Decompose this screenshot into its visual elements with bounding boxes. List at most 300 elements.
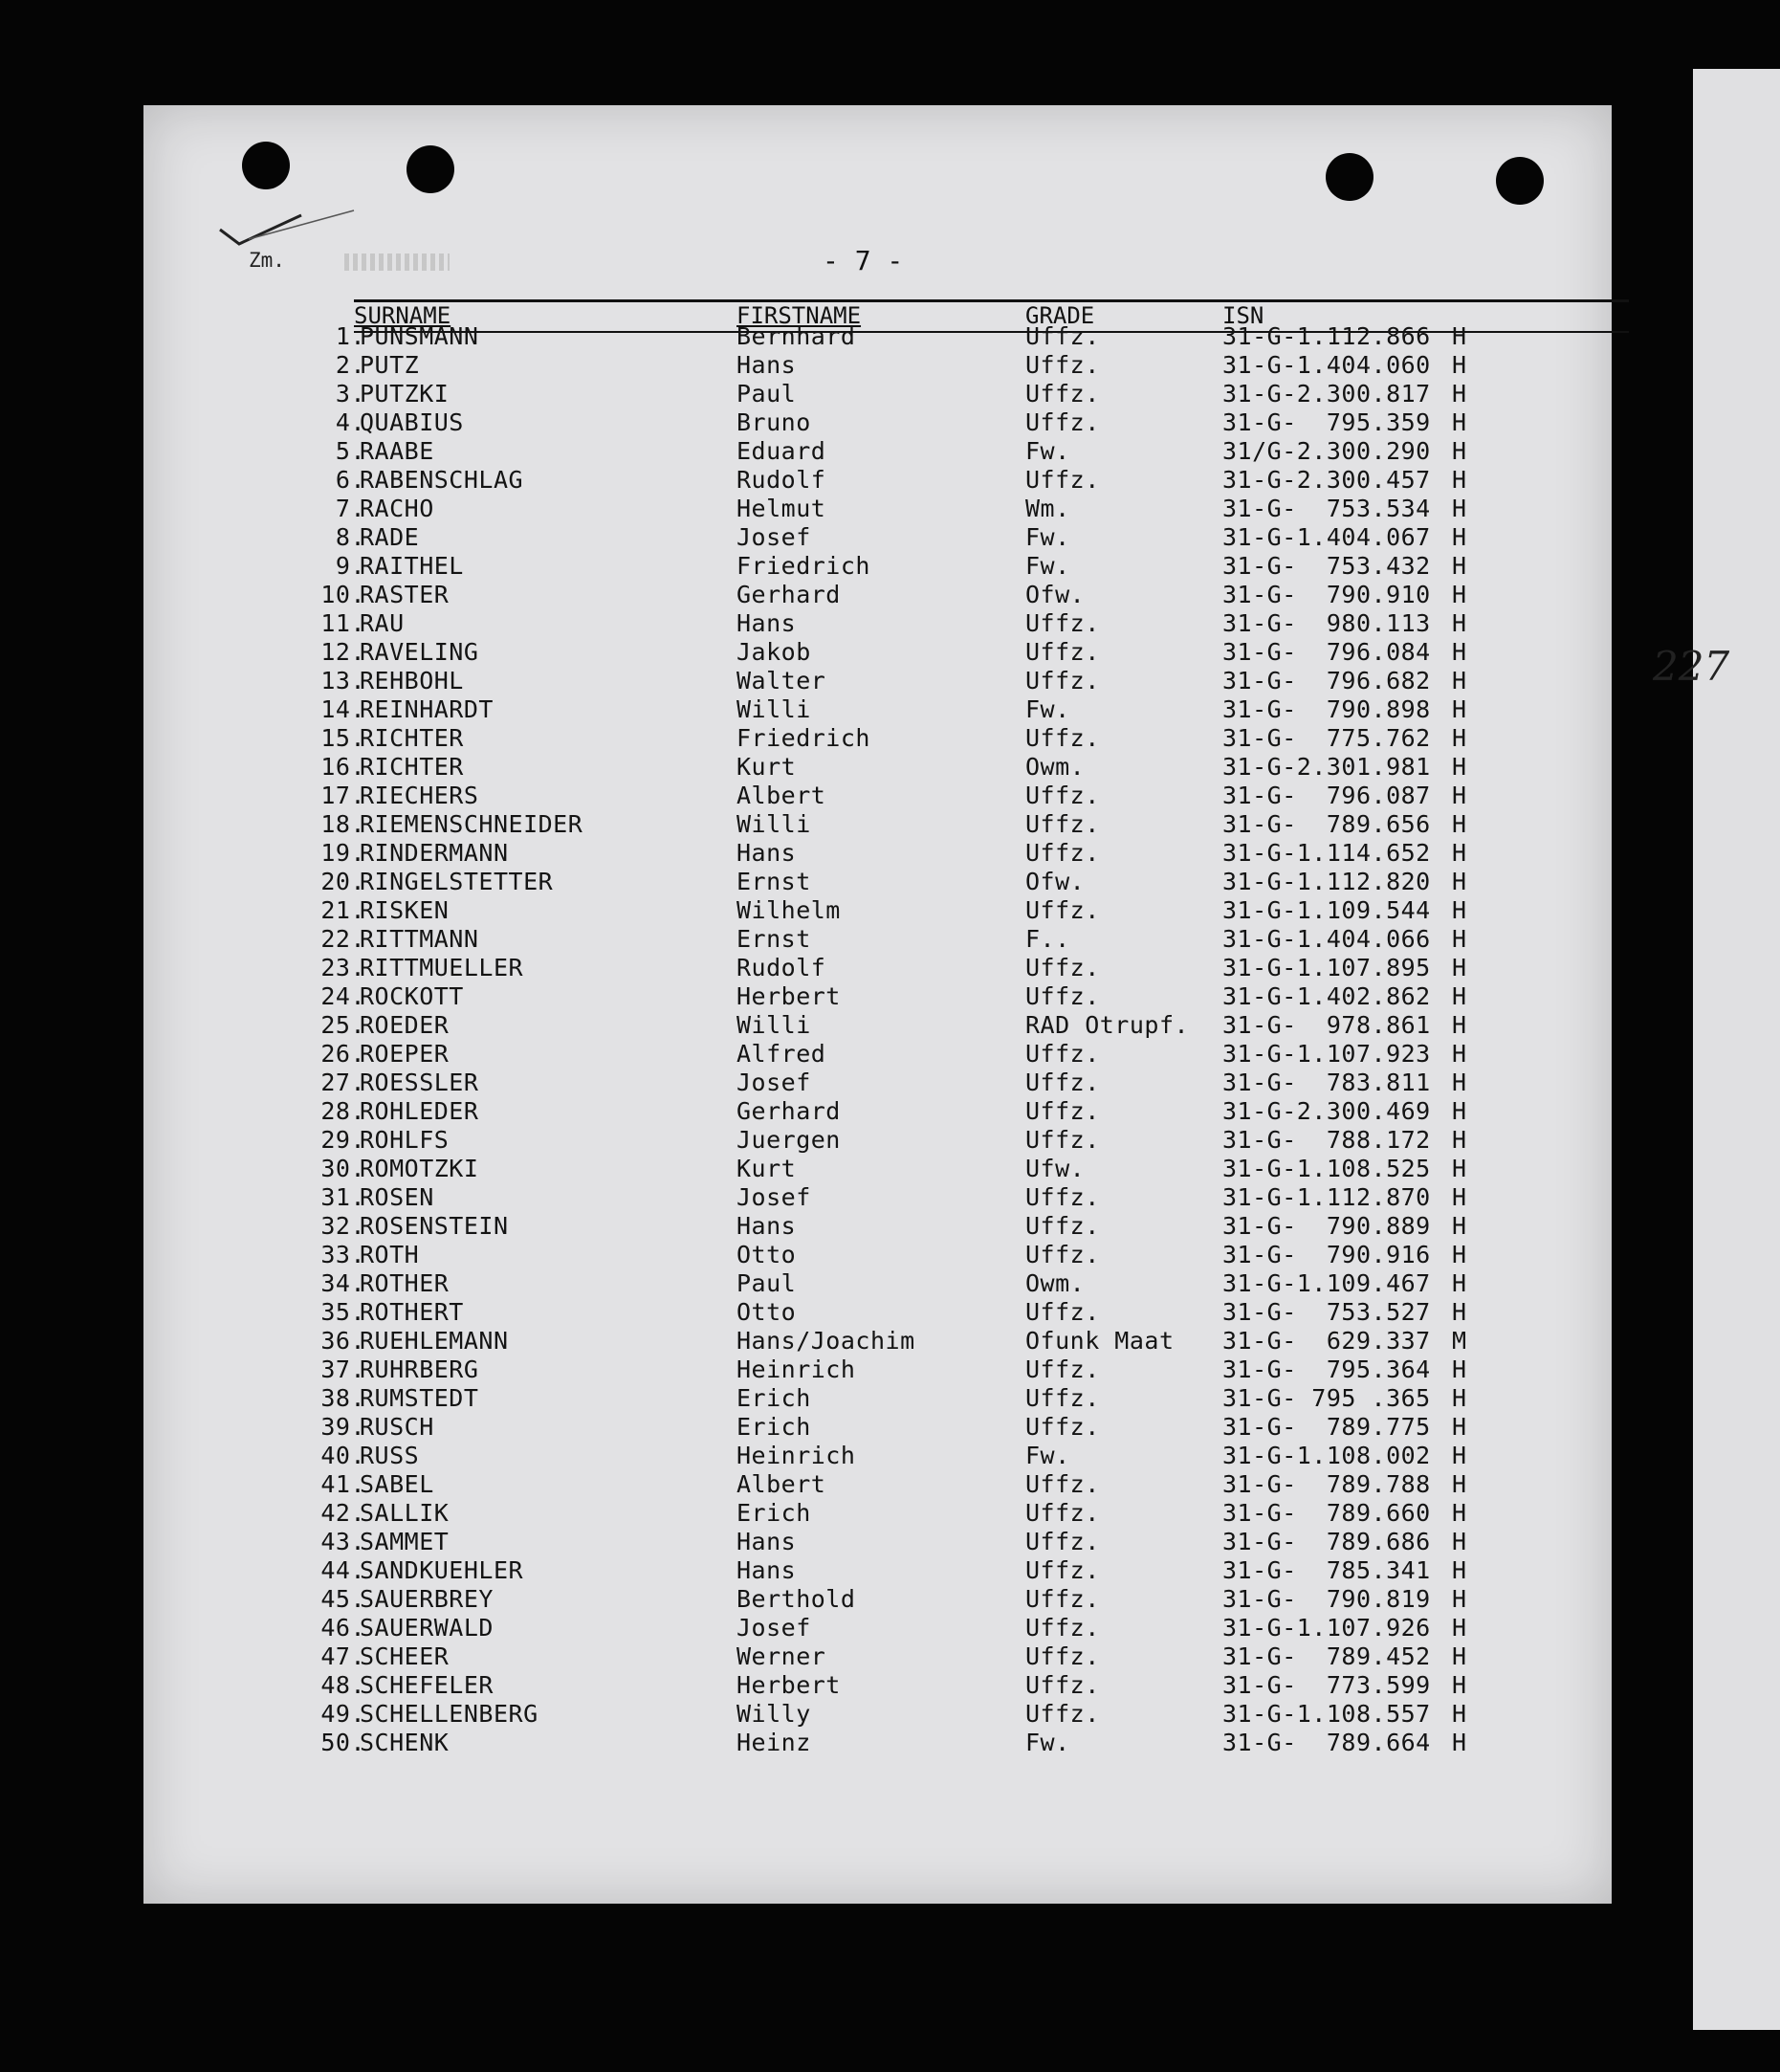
grade-cell: Uffz. xyxy=(1025,609,1100,637)
adjacent-page-edge xyxy=(1693,69,1780,2030)
table-row xyxy=(143,322,1612,351)
isn-cell: 31-G- 789.775 xyxy=(1222,1413,1431,1441)
surname-cell: SCHEER xyxy=(360,1642,450,1670)
surname-cell: RADE xyxy=(360,523,420,551)
surname-cell: RUEHLEMANN xyxy=(360,1327,509,1355)
class-cell: H xyxy=(1452,782,1467,809)
grade-cell: Uffz. xyxy=(1025,1528,1100,1555)
grade-cell: Fw. xyxy=(1025,1442,1070,1469)
surname-cell: RAITHEL xyxy=(360,552,464,580)
table-row xyxy=(143,1700,1612,1729)
isn-cell: 31-G- 795 .365 xyxy=(1222,1384,1431,1412)
class-cell: H xyxy=(1452,581,1467,608)
grade-cell: Ofunk Maat xyxy=(1025,1327,1175,1355)
firstname-cell: Josef xyxy=(736,523,811,551)
row-number: 3. xyxy=(335,380,365,408)
row-number: 27. xyxy=(320,1069,365,1096)
table-row xyxy=(143,523,1612,552)
surname-cell: RAVELING xyxy=(360,638,479,666)
row-number: 5. xyxy=(335,437,365,465)
firstname-cell: Eduard xyxy=(736,437,826,465)
table-row xyxy=(143,1585,1612,1614)
isn-cell: 31-G- 789.686 xyxy=(1222,1528,1431,1555)
class-cell: H xyxy=(1452,1269,1467,1297)
surname-cell: RINDERMANN xyxy=(360,839,509,867)
surname-cell: REHBOHL xyxy=(360,667,464,694)
row-number: 41. xyxy=(320,1470,365,1498)
row-number: 1. xyxy=(335,322,365,350)
column-header-grade: GRADE xyxy=(1025,302,1095,329)
firstname-cell: Bernhard xyxy=(736,322,856,350)
surname-cell: ROESSLER xyxy=(360,1069,479,1096)
table-row xyxy=(143,1671,1612,1700)
class-cell: H xyxy=(1452,1241,1467,1268)
table-row xyxy=(143,1069,1612,1097)
class-cell: H xyxy=(1452,609,1467,637)
firstname-cell: Wilhelm xyxy=(736,896,841,924)
row-number: 39. xyxy=(320,1413,365,1441)
grade-cell: Uffz. xyxy=(1025,1298,1100,1326)
surname-cell: RUHRBERG xyxy=(360,1356,479,1383)
row-number: 12. xyxy=(320,638,365,666)
surname-cell: RAABE xyxy=(360,437,434,465)
firstname-cell: Rudolf xyxy=(736,466,826,494)
grade-cell: Uffz. xyxy=(1025,1097,1100,1125)
firstname-cell: Werner xyxy=(736,1642,826,1670)
class-cell: H xyxy=(1452,351,1467,379)
row-number: 45. xyxy=(320,1585,365,1613)
grade-cell: Uffz. xyxy=(1025,322,1100,350)
firstname-cell: Heinrich xyxy=(736,1356,856,1383)
row-number: 23. xyxy=(320,954,365,981)
grade-cell: Uffz. xyxy=(1025,380,1100,408)
document-page xyxy=(143,105,1730,1904)
isn-cell: 31-G- 790.898 xyxy=(1222,695,1431,723)
table-row xyxy=(143,954,1612,982)
class-cell: H xyxy=(1452,1384,1467,1412)
table-row xyxy=(143,810,1612,839)
surname-cell: PUTZ xyxy=(360,351,420,379)
firstname-cell: Ernst xyxy=(736,868,811,895)
row-number: 42. xyxy=(320,1499,365,1527)
firstname-cell: Juergen xyxy=(736,1126,841,1154)
isn-cell: 31-G-2.301.981 xyxy=(1222,753,1431,781)
table-row xyxy=(143,839,1612,868)
row-number: 32. xyxy=(320,1212,365,1240)
isn-cell: 31-G-1.404.067 xyxy=(1222,523,1431,551)
table-row xyxy=(143,1356,1612,1384)
grade-cell: Uffz. xyxy=(1025,810,1100,838)
firstname-cell: Friedrich xyxy=(736,724,870,752)
firstname-cell: Friedrich xyxy=(736,552,870,580)
table-row xyxy=(143,1470,1612,1499)
class-cell: H xyxy=(1452,1442,1467,1469)
row-number: 4. xyxy=(335,408,365,436)
surname-cell: REINHARDT xyxy=(360,695,494,723)
table-row xyxy=(143,1269,1612,1298)
isn-cell: 31-G-1.107.923 xyxy=(1222,1040,1431,1068)
grade-cell: Uffz. xyxy=(1025,982,1100,1010)
class-cell: H xyxy=(1452,1183,1467,1211)
firstname-cell: Jakob xyxy=(736,638,811,666)
grade-cell: Owm. xyxy=(1025,753,1086,781)
table-row xyxy=(143,1097,1612,1126)
table-row xyxy=(143,1183,1612,1212)
class-cell: H xyxy=(1452,1585,1467,1613)
class-cell: H xyxy=(1452,1212,1467,1240)
firstname-cell: Kurt xyxy=(736,753,797,781)
class-cell: H xyxy=(1452,1356,1467,1383)
row-number: 20. xyxy=(320,868,365,895)
isn-cell: 31/G-2.300.290 xyxy=(1222,437,1431,465)
firstname-cell: Ernst xyxy=(736,925,811,953)
table-row xyxy=(143,638,1612,667)
class-cell: H xyxy=(1452,896,1467,924)
isn-cell: 31-G-1.109.544 xyxy=(1222,896,1431,924)
class-cell: H xyxy=(1452,1729,1467,1756)
row-number: 19. xyxy=(320,839,365,867)
surname-cell: ROMOTZKI xyxy=(360,1155,479,1182)
surname-cell: PUNSMANN xyxy=(360,322,479,350)
isn-cell: 31-G-1.404.060 xyxy=(1222,351,1431,379)
grade-cell: F.. xyxy=(1025,925,1070,953)
isn-cell: 31-G-1.108.002 xyxy=(1222,1442,1431,1469)
firstname-cell: Otto xyxy=(736,1241,797,1268)
surname-cell: RIECHERS xyxy=(360,782,479,809)
row-number: 30. xyxy=(320,1155,365,1182)
class-cell: H xyxy=(1452,1155,1467,1182)
surname-cell: RAU xyxy=(360,609,405,637)
firstname-cell: Otto xyxy=(736,1298,797,1326)
class-cell: H xyxy=(1452,437,1467,465)
table-row xyxy=(143,495,1612,523)
isn-cell: 31-G- 796.084 xyxy=(1222,638,1431,666)
isn-cell: 31-G-1.109.467 xyxy=(1222,1269,1431,1297)
class-cell: H xyxy=(1452,667,1467,694)
isn-cell: 31-G- 789.664 xyxy=(1222,1729,1431,1756)
class-cell: H xyxy=(1452,695,1467,723)
table-row xyxy=(143,925,1612,954)
page-number: - 7 - xyxy=(823,245,904,276)
firstname-cell: Willi xyxy=(736,810,811,838)
table-row xyxy=(143,466,1612,495)
row-number: 15. xyxy=(320,724,365,752)
grade-cell: Uffz. xyxy=(1025,782,1100,809)
surname-cell: SCHENK xyxy=(360,1729,450,1756)
class-cell: H xyxy=(1452,1470,1467,1498)
surname-cell: RITTMUELLER xyxy=(360,954,524,981)
surname-cell: SCHELLENBERG xyxy=(360,1700,538,1728)
class-cell: M xyxy=(1452,1327,1467,1355)
row-number: 47. xyxy=(320,1642,365,1670)
class-cell: H xyxy=(1452,1528,1467,1555)
table-row xyxy=(143,1556,1612,1585)
row-number: 18. xyxy=(320,810,365,838)
table-row xyxy=(143,1327,1612,1356)
firstname-cell: Walter xyxy=(736,667,826,694)
class-cell: H xyxy=(1452,1642,1467,1670)
firstname-cell: Willi xyxy=(736,1011,811,1039)
surname-cell: RICHTER xyxy=(360,753,464,781)
row-number: 13. xyxy=(320,667,365,694)
grade-cell: Fw. xyxy=(1025,552,1070,580)
row-number: 37. xyxy=(320,1356,365,1383)
class-cell: H xyxy=(1452,1097,1467,1125)
surname-cell: RINGELSTETTER xyxy=(360,868,554,895)
row-number: 50. xyxy=(320,1729,365,1756)
header-rule-top xyxy=(354,299,1629,302)
table-row xyxy=(143,1642,1612,1671)
class-cell: H xyxy=(1452,1700,1467,1728)
table-row xyxy=(143,667,1612,695)
grade-cell: Uffz. xyxy=(1025,1470,1100,1498)
row-number: 10. xyxy=(320,581,365,608)
isn-cell: 31-G-1.112.866 xyxy=(1222,322,1431,350)
firstname-cell: Bruno xyxy=(736,408,811,436)
table-row xyxy=(143,1729,1612,1757)
row-number: 26. xyxy=(320,1040,365,1068)
isn-cell: 31-G-2.300.457 xyxy=(1222,466,1431,494)
firstname-cell: Willy xyxy=(736,1700,811,1728)
firstname-cell: Hans/Joachim xyxy=(736,1327,915,1355)
firstname-cell: Hans xyxy=(736,351,797,379)
grade-cell: Uffz. xyxy=(1025,839,1100,867)
table-row xyxy=(143,1241,1612,1269)
surname-cell: ROTH xyxy=(360,1241,420,1268)
row-number: 7. xyxy=(335,495,365,522)
class-cell: H xyxy=(1452,1556,1467,1584)
grade-cell: Uffz. xyxy=(1025,1356,1100,1383)
grade-cell: Uffz. xyxy=(1025,724,1100,752)
grade-cell: Uffz. xyxy=(1025,1614,1100,1642)
grade-cell: Uffz. xyxy=(1025,1384,1100,1412)
table-row xyxy=(143,724,1612,753)
surname-cell: ROHLFS xyxy=(360,1126,450,1154)
class-cell: H xyxy=(1452,552,1467,580)
grade-cell: Uffz. xyxy=(1025,1499,1100,1527)
surname-cell: SALLIK xyxy=(360,1499,450,1527)
firstname-cell: Heinrich xyxy=(736,1442,856,1469)
class-cell: H xyxy=(1452,839,1467,867)
class-cell: H xyxy=(1452,753,1467,781)
table-row xyxy=(143,868,1612,896)
isn-cell: 31-G- 978.861 xyxy=(1222,1011,1431,1039)
table-row xyxy=(143,1155,1612,1183)
class-cell: H xyxy=(1452,1298,1467,1326)
table-row xyxy=(143,1499,1612,1528)
surname-cell: SCHEFELER xyxy=(360,1671,494,1699)
isn-cell: 31-G-1.402.862 xyxy=(1222,982,1431,1010)
table-row xyxy=(143,609,1612,638)
row-number: 21. xyxy=(320,896,365,924)
table-row xyxy=(143,1126,1612,1155)
table-row xyxy=(143,896,1612,925)
row-number: 29. xyxy=(320,1126,365,1154)
table-row xyxy=(143,380,1612,408)
surname-cell: ROSEN xyxy=(360,1183,434,1211)
surname-cell: RUMSTEDT xyxy=(360,1384,479,1412)
smudge xyxy=(344,253,450,271)
row-number: 35. xyxy=(320,1298,365,1326)
isn-cell: 31-G- 789.788 xyxy=(1222,1470,1431,1498)
grade-cell: Uffz. xyxy=(1025,667,1100,694)
row-number: 14. xyxy=(320,695,365,723)
row-number: 33. xyxy=(320,1241,365,1268)
table-row xyxy=(143,1212,1612,1241)
isn-cell: 31-G- 629.337 xyxy=(1222,1327,1431,1355)
isn-cell: 31-G-1.108.557 xyxy=(1222,1700,1431,1728)
surname-cell: ROCKOTT xyxy=(360,982,464,1010)
firstname-cell: Hans xyxy=(736,1212,797,1240)
table-row xyxy=(143,552,1612,581)
table-row xyxy=(143,1298,1612,1327)
grade-cell: Owm. xyxy=(1025,1269,1086,1297)
table-row xyxy=(143,695,1612,724)
punch-hole xyxy=(1326,153,1373,201)
surname-cell: SAMMET xyxy=(360,1528,450,1555)
isn-cell: 31-G- 796.087 xyxy=(1222,782,1431,809)
column-header-surname: SURNAME xyxy=(354,302,451,329)
table-row xyxy=(143,581,1612,609)
isn-cell: 31-G-1.107.926 xyxy=(1222,1614,1431,1642)
firstname-cell: Hans xyxy=(736,609,797,637)
isn-cell: 31-G- 753.432 xyxy=(1222,552,1431,580)
isn-cell: 31-G- 980.113 xyxy=(1222,609,1431,637)
surname-cell: ROEPER xyxy=(360,1040,450,1068)
isn-cell: 31-G-2.300.469 xyxy=(1222,1097,1431,1125)
grade-cell: Uffz. xyxy=(1025,1069,1100,1096)
class-cell: H xyxy=(1452,1671,1467,1699)
isn-cell: 31-G- 783.811 xyxy=(1222,1069,1431,1096)
surname-cell: RITTMANN xyxy=(360,925,479,953)
firstname-cell: Josef xyxy=(736,1614,811,1642)
class-cell: H xyxy=(1452,925,1467,953)
surname-cell: ROTHER xyxy=(360,1269,450,1297)
grade-cell: Wm. xyxy=(1025,495,1070,522)
isn-cell: 31-G- 790.916 xyxy=(1222,1241,1431,1268)
column-header-firstname: FIRSTNAME xyxy=(736,302,862,329)
surname-cell: ROSENSTEIN xyxy=(360,1212,509,1240)
grade-cell: Ufw. xyxy=(1025,1155,1086,1182)
row-number: 40. xyxy=(320,1442,365,1469)
firstname-cell: Paul xyxy=(736,380,797,408)
table-row xyxy=(143,982,1612,1011)
row-number: 43. xyxy=(320,1528,365,1555)
firstname-cell: Berthold xyxy=(736,1585,856,1613)
grade-cell: Uffz. xyxy=(1025,1585,1100,1613)
firstname-cell: Gerhard xyxy=(736,1097,841,1125)
punch-hole xyxy=(1496,157,1544,205)
isn-cell: 31-G- 775.762 xyxy=(1222,724,1431,752)
surname-cell: RASTER xyxy=(360,581,450,608)
table-row xyxy=(143,1528,1612,1556)
surname-cell: RABENSCHLAG xyxy=(360,466,524,494)
class-cell: H xyxy=(1452,380,1467,408)
grade-cell: Ofw. xyxy=(1025,581,1086,608)
surname-cell: RACHO xyxy=(360,495,434,522)
isn-cell: 31-G- 795.359 xyxy=(1222,408,1431,436)
table-row xyxy=(143,408,1612,437)
firstname-cell: Heinz xyxy=(736,1729,811,1756)
class-cell: H xyxy=(1452,810,1467,838)
grade-cell: Uffz. xyxy=(1025,1700,1100,1728)
class-cell: H xyxy=(1452,322,1467,350)
row-number: 6. xyxy=(335,466,365,494)
surname-cell: ROEDER xyxy=(360,1011,450,1039)
grade-cell: RAD Otrupf. xyxy=(1025,1011,1190,1039)
grade-cell: Uffz. xyxy=(1025,1040,1100,1068)
row-number: 38. xyxy=(320,1384,365,1412)
firstname-cell: Herbert xyxy=(736,1671,841,1699)
firstname-cell: Albert xyxy=(736,1470,826,1498)
isn-cell: 31-G- 753.527 xyxy=(1222,1298,1431,1326)
isn-cell: 31-G- 796.682 xyxy=(1222,667,1431,694)
isn-cell: 31-G- 788.172 xyxy=(1222,1126,1431,1154)
isn-cell: 31-G- 789.660 xyxy=(1222,1499,1431,1527)
isn-cell: 31-G- 789.656 xyxy=(1222,810,1431,838)
table-row xyxy=(143,1442,1612,1470)
grade-cell: Fw. xyxy=(1025,437,1070,465)
grade-cell: Uffz. xyxy=(1025,1241,1100,1268)
isn-cell: 31-G-1.107.895 xyxy=(1222,954,1431,981)
grade-cell: Fw. xyxy=(1025,1729,1070,1756)
row-number: 24. xyxy=(320,982,365,1010)
surname-cell: RIEMENSCHNEIDER xyxy=(360,810,583,838)
isn-cell: 31-G-1.112.820 xyxy=(1222,868,1431,895)
punch-hole xyxy=(407,145,454,193)
table-row xyxy=(143,437,1612,466)
surname-cell: QUABIUS xyxy=(360,408,464,436)
class-cell: H xyxy=(1452,1040,1467,1068)
row-number: 28. xyxy=(320,1097,365,1125)
class-cell: H xyxy=(1452,408,1467,436)
firstname-cell: Herbert xyxy=(736,982,841,1010)
table-row xyxy=(143,1011,1612,1040)
firstname-cell: Helmut xyxy=(736,495,826,522)
grade-cell: Uffz. xyxy=(1025,1556,1100,1584)
row-number: 16. xyxy=(320,753,365,781)
grade-cell: Uffz. xyxy=(1025,1671,1100,1699)
grade-cell: Uffz. xyxy=(1025,1642,1100,1670)
row-number: 31. xyxy=(320,1183,365,1211)
isn-cell: 31-G- 790.819 xyxy=(1222,1585,1431,1613)
firstname-cell: Hans xyxy=(736,839,797,867)
firstname-cell: Josef xyxy=(736,1069,811,1096)
table-row xyxy=(143,1413,1612,1442)
class-cell: H xyxy=(1452,1413,1467,1441)
table-row xyxy=(143,1614,1612,1642)
class-cell: H xyxy=(1452,724,1467,752)
grade-cell: Uffz. xyxy=(1025,408,1100,436)
row-number: 9. xyxy=(335,552,365,580)
surname-cell: RUSCH xyxy=(360,1413,434,1441)
isn-cell: 31-G-2.300.817 xyxy=(1222,380,1431,408)
row-number: 34. xyxy=(320,1269,365,1297)
table-row xyxy=(143,782,1612,810)
row-number: 17. xyxy=(320,782,365,809)
column-header-isn: ISN xyxy=(1222,302,1264,329)
row-number: 49. xyxy=(320,1700,365,1728)
isn-cell: 31-G- 790.910 xyxy=(1222,581,1431,608)
grade-cell: Fw. xyxy=(1025,523,1070,551)
isn-cell: 31-G- 753.534 xyxy=(1222,495,1431,522)
firstname-cell: Hans xyxy=(736,1556,797,1584)
isn-cell: 31-G- 773.599 xyxy=(1222,1671,1431,1699)
row-number: 44. xyxy=(320,1556,365,1584)
row-number: 36. xyxy=(320,1327,365,1355)
grade-cell: Uffz. xyxy=(1025,1413,1100,1441)
table-row xyxy=(143,351,1612,380)
